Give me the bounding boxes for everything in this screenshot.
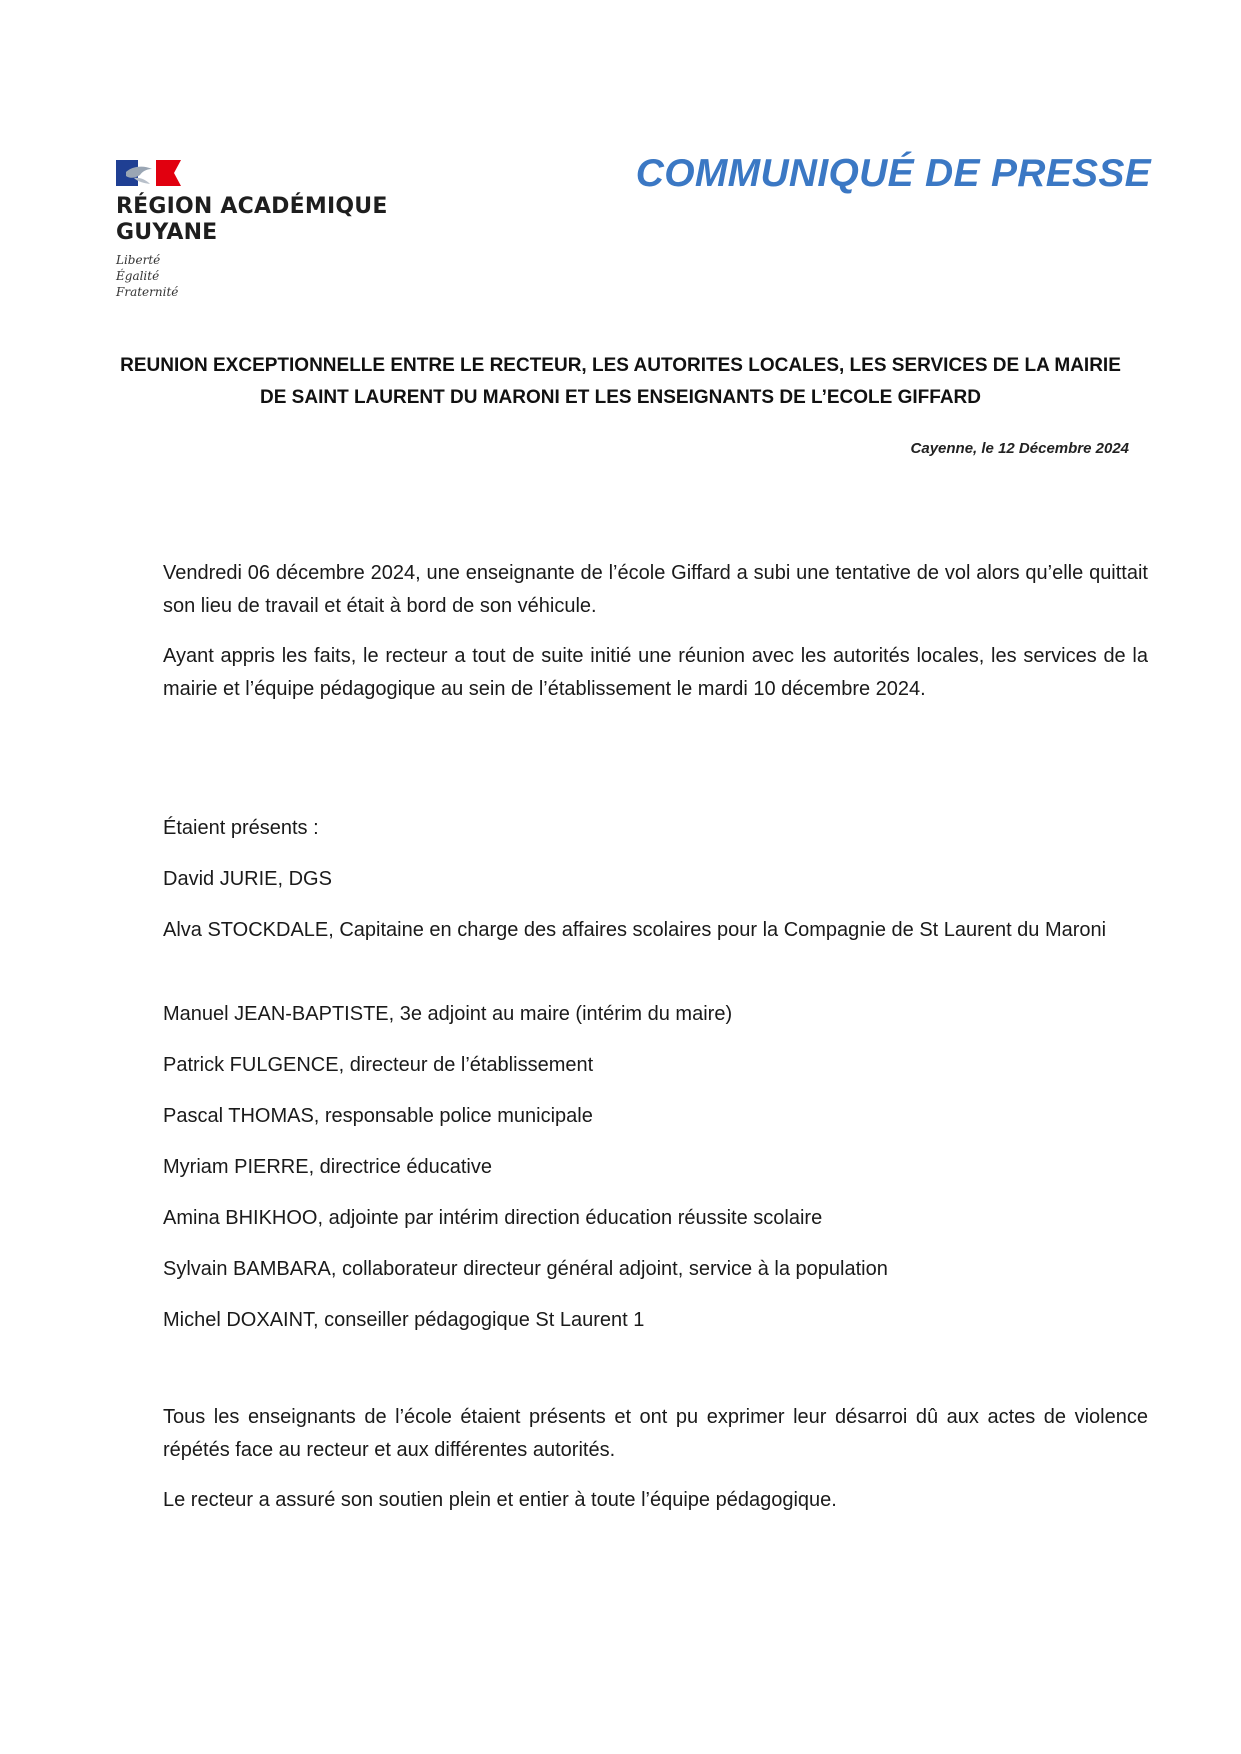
attendee-item: Patrick FULGENCE, directeur de l’établissement	[163, 1054, 594, 1076]
attendee-item: David JURIE, DGS	[163, 868, 332, 890]
attendee-9-block	[163, 1304, 1148, 1337]
logo-name-line2: GUYANE	[116, 220, 218, 245]
motto-egalite: Égalité	[116, 269, 160, 283]
region-academique-logo	[116, 160, 416, 300]
attendee-item: Alva STOCKDALE, Capitaine en charge des affaires scolaires pour la Compagnie de St Laurent du Maroni	[163, 919, 1107, 941]
paragraph-3: Tous les enseignants de l’école étaient présents et ont pu exprimer leur désarroi dû aux actes de violence répétés face au recteur et aux différentes autorités.	[163, 1406, 1148, 1461]
paragraph-1: Vendredi 06 décembre 2024, une enseignante de l’école Giffard a subi une tentative de vol alors qu’elle quittait son lieu de travail et était à bord de son véhicule.	[163, 562, 1148, 617]
attendee-2-block	[163, 914, 1148, 947]
attendee-item: Pascal THOMAS, responsable police municipale	[163, 1105, 593, 1127]
attendee-4-block	[163, 1049, 1148, 1082]
attendee-3-block	[163, 998, 1148, 1031]
attendee-1-block	[163, 863, 1148, 896]
marianne-flag-icon	[116, 160, 181, 188]
attendee-item: Sylvain BAMBARA, collaborateur directeur général adjoint, service à la population	[163, 1258, 888, 1280]
republic-motto	[116, 252, 416, 300]
headline	[60, 350, 1181, 414]
logo-name	[116, 194, 416, 246]
paragraph-2: Ayant appris les faits, le recteur a tout de suite initié une réunion avec les autorités locales, les services de la mairie et l’équipe pédagogique au sein de l’établissement le mardi 10 décembre 2024.	[163, 645, 1148, 700]
logo-name-line1: RÉGION ACADÉMIQUE	[116, 194, 388, 219]
attendee-item: Myriam PIERRE, directrice éducative	[163, 1156, 492, 1178]
motto-fraternite: Fraternité	[116, 285, 179, 299]
paragraph-2-block	[163, 640, 1148, 706]
paragraph-4: Le recteur a assuré son soutien plein et entier à toute l’équipe pédagogique.	[163, 1489, 837, 1511]
paragraph-3-block	[163, 1401, 1148, 1467]
attendee-item: Michel DOXAINT, conseiller pédagogique St Laurent 1	[163, 1309, 645, 1331]
dateline: Cayenne, le 12 Décembre 2024	[910, 440, 1129, 457]
paragraph-1-block	[163, 557, 1148, 623]
attendee-6-block	[163, 1151, 1148, 1184]
attendee-7-block	[163, 1202, 1148, 1235]
attendee-item: Amina BHIKHOO, adjointe par intérim direction éducation réussite scolaire	[163, 1207, 823, 1229]
paragraph-4-block	[163, 1484, 1148, 1517]
headline-line2: DE SAINT LAURENT DU MARONI ET LES ENSEIGNANTS DE L’ECOLE GIFFARD	[260, 387, 981, 408]
press-release-title: COMMUNIQUÉ DE PRESSE	[635, 152, 1151, 195]
attendee-item: Manuel JEAN-BAPTISTE, 3e adjoint au maire (intérim du maire)	[163, 1003, 733, 1025]
motto-liberte: Liberté	[116, 253, 161, 267]
headline-line1: REUNION EXCEPTIONNELLE ENTRE LE RECTEUR, LES AUTORITES LOCALES, LES SERVICES DE LA MAIRIE	[120, 355, 1121, 376]
present-heading-block	[163, 812, 1148, 845]
present-heading: Étaient présents :	[163, 817, 319, 839]
attendee-8-block	[163, 1253, 1148, 1286]
attendee-5-block	[163, 1100, 1148, 1133]
